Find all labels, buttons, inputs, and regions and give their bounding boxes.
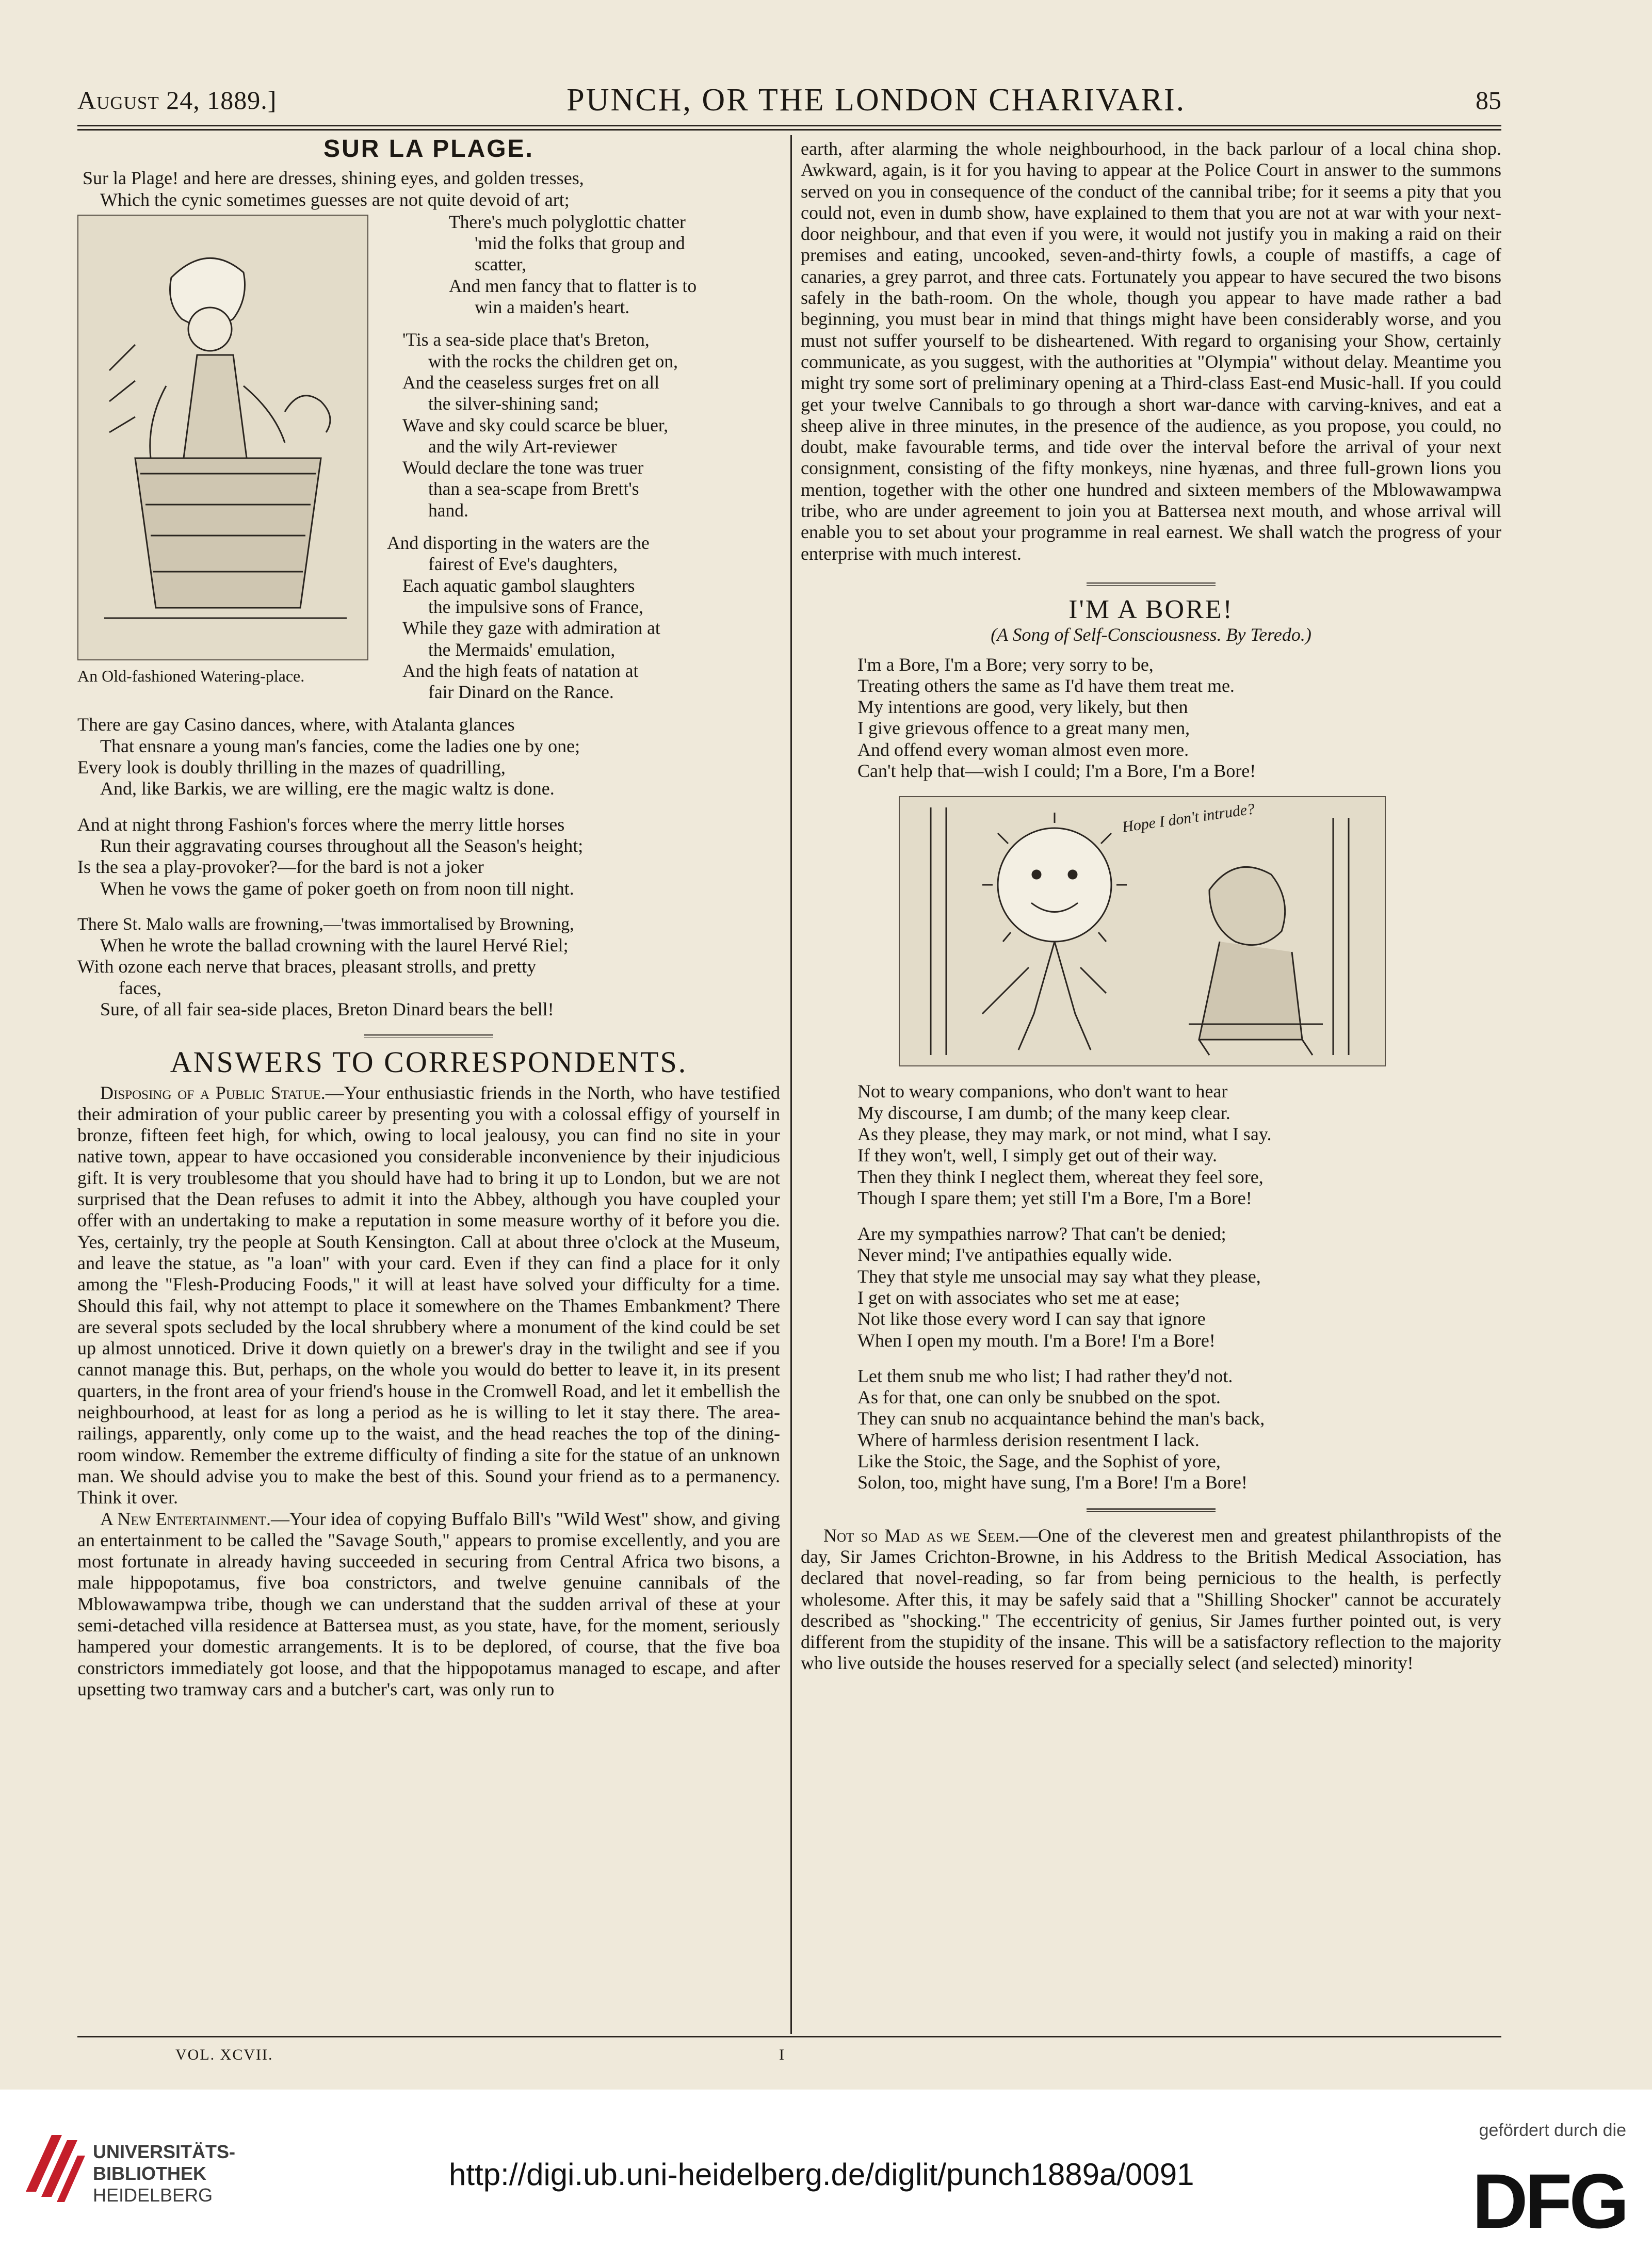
verse-line: My intentions are good, very likely, but then xyxy=(857,697,1188,718)
verse-line: Not like those every word I can say that ignore xyxy=(857,1308,1206,1330)
verse-line: Can't help that—wish I could; I'm a Bore, I'm a Bore! xyxy=(857,760,1256,782)
verse-line: Let them snub me who list; I had rather they'd not. xyxy=(857,1365,1233,1386)
stanza xyxy=(857,1223,1501,1351)
verse-line: When he vows the game of poker goeth on from noon till night. xyxy=(100,878,574,899)
library-line: UNIVERSITÄTS- xyxy=(93,2141,236,2162)
verse-line: When he wrote the ballad crowning with the laurel Hervé Riel; xyxy=(100,935,569,956)
bore-subtitle: (A Song of Self-Consciousness. By Teredo.) xyxy=(991,624,1311,645)
sur-la-plage-title: SUR LA PLAGE. xyxy=(323,138,534,163)
answer-body: —Your enthusiastic friends in the North, who have testified their admiration of your public career by presenting you with a colossal effigy of yourself in bronze, fifteen feet high, for which, owing to local jealousy, you can find no site in your native town, appear to have occasioned you considerable inconvenience by their injudicious gift. It is very troublesome that you should have had to bring it up to London, but we are not surprised that the Dean refuses to admit it into the Abbey, although you have coupled your offer with an undertaking to make a reputation in some measure worthy of it before you die. Yes, certainly, try the people at South Kensington. Call at about three o'clock at the Museum, and leave the statue, as "a loan" with your card. Even if they can find a place for it only among the "Flesh-Producing Foods," it will at least have solved your difficulty for a time. Should this fail, why not attempt to place it somewhere on the Thames Embankment? There are several spots secluded by the local shrubbery where a monument of the kind could be set up almost unnoticed. Drive it down quietly on a brewer's dray in the twilight and see if you cannot manage this. But, perhaps, on the whole you would do better to leave it, in its present quarters, in the front area of your friend's house in the Cromwell Road, and let it embellish the neighbourhood, at least for as long a period as he is willing to let it stay there. The area-railings, apparently, only come up to the waist, and the head reaches the top of the dining-room window. Remember the extreme difficulty of finding a site for the statue of an unknown man. We should advise you to make the best of this. Sound your friend as to a permanency. Think it over. xyxy=(77,1082,780,1508)
verse-line: Never mind; I've antipathies equally wide. xyxy=(857,1244,1173,1266)
page-number: 85 xyxy=(1475,86,1501,115)
section-rule xyxy=(1087,1508,1216,1512)
verse-line: I get on with associates who set me at ease; xyxy=(857,1287,1180,1308)
stanza xyxy=(857,1081,1501,1209)
verse-line: And the ceaseless surges fret on all xyxy=(402,371,660,393)
verse-line: Are my sympathies narrow? That can't be denied; xyxy=(857,1223,1226,1244)
verse-line: 'Tis a sea-side place that's Breton, xyxy=(402,329,650,350)
stanza xyxy=(77,914,780,1020)
verse-line: fair Dinard on the Rance. xyxy=(428,682,614,703)
verse-line: Solon, too, might have sung, I'm a Bore! I'm a Bore! xyxy=(857,1472,1248,1493)
stanza xyxy=(857,654,1501,782)
verse-line: And men fancy that to flatter is to xyxy=(449,275,697,296)
speech-bubble-text: Hope I don't intrude? xyxy=(1121,800,1256,836)
verse-line: win a maiden's heart. xyxy=(475,297,630,318)
verse-line: Like the Stoic, the Sage, and the Sophist of yore, xyxy=(857,1451,1221,1472)
illustration-caption: An Old-fashioned Watering-place. xyxy=(77,666,305,685)
verse-line: Sur la Plage! and here are dresses, shining eyes, and golden tresses, xyxy=(83,168,584,189)
side-verse xyxy=(382,212,780,703)
verse-line: Though I spare them; yet still I'm a Bore, I'm a Bore! xyxy=(857,1187,1252,1208)
stanza xyxy=(857,1366,1501,1494)
verse-line: and the wily Art-reviewer xyxy=(428,435,617,457)
verse-line: the silver-shining sand; xyxy=(428,393,599,414)
issue-date: August 24, 1889.] xyxy=(77,86,277,115)
verse-line: Run their aggravating courses throughout all the Season's height; xyxy=(100,835,584,856)
verse-line: That ensnare a young man's fancies, come the ladies one by one; xyxy=(100,735,580,756)
right-column xyxy=(801,138,1501,2027)
verse-line: Then they think I neglect them, whereat they feel sore, xyxy=(857,1166,1264,1187)
verse-line: There St. Malo walls are frowning,—'twas immortalised by Browning, xyxy=(77,914,574,934)
header-rule-double xyxy=(77,129,1501,131)
verse-line: Treating others the same as I'd have them treat me. xyxy=(857,675,1235,696)
header-rule xyxy=(77,125,1501,126)
viewer-footer xyxy=(0,2090,1652,2266)
verse-line: 'mid the folks that group and xyxy=(475,233,685,254)
verse-line: Would declare the tone was truer xyxy=(402,457,644,478)
mad-paragraph xyxy=(801,1525,1501,1674)
bore-poem xyxy=(801,654,1501,1494)
verse-line: There are gay Casino dances, where, with Atalanta glances xyxy=(77,714,515,735)
column-divider xyxy=(790,135,792,2034)
verse-line: Every look is doubly thrilling in the mazes of quadrilling, xyxy=(77,757,506,778)
footer-rule xyxy=(77,2036,1501,2037)
library-emblem-icon xyxy=(21,2130,88,2207)
library-name xyxy=(93,2141,235,2206)
section-rule xyxy=(364,1034,493,1038)
old-woman-bathtub-drawing xyxy=(78,216,367,659)
verse-line: While they gaze with admiration at xyxy=(402,618,660,639)
verse-line: My discourse, I am dumb; of the many keep clear. xyxy=(857,1102,1230,1123)
verse-line: the impulsive sons of France, xyxy=(428,596,644,617)
answer-paragraph xyxy=(77,1082,780,1509)
verse-line: I give grievous offence to a great many men, xyxy=(857,718,1190,739)
answer-heading: Disposing of a Public Statue. xyxy=(100,1082,326,1103)
verse-line: I'm a Bore, I'm a Bore; very sorry to be, xyxy=(857,654,1154,675)
verse-line: And the high feats of natation at xyxy=(402,660,639,681)
verse-line: With ozone each nerve that braces, pleasant strolls, and pretty xyxy=(77,956,537,977)
library-line: HEIDELBERG xyxy=(93,2184,213,2206)
sur-la-plage-first-lines xyxy=(77,168,780,211)
verse-line: They can snub no acquaintance behind the man's back, xyxy=(857,1408,1265,1429)
verse-line: And at night throng Fashion's forces where the merry little horses xyxy=(77,814,565,835)
verse-line: Is the sea a play-provoker?—for the bard is not a joker xyxy=(77,856,484,878)
verse-line: hand. xyxy=(428,499,468,521)
page-header xyxy=(77,77,1501,123)
left-column xyxy=(77,138,780,2027)
verse-line: with the rocks the children get on, xyxy=(428,350,678,371)
verse-line: When I open my mouth. I'm a Bore! I'm a Bore! xyxy=(857,1330,1216,1351)
verse-line: the Mermaids' emulation, xyxy=(428,639,616,660)
volume-label: VOL. XCVII. xyxy=(175,2046,273,2063)
sur-la-plage-stanzas xyxy=(77,714,780,1020)
verse-line: scatter, xyxy=(475,254,527,275)
verse-line: Which the cynic sometimes guesses are not quite devoid of art; xyxy=(100,189,570,210)
verse-line: than a sea-scape from Brett's xyxy=(428,478,639,499)
answer-heading: A New Entertainment. xyxy=(100,1508,271,1529)
bore-illustration xyxy=(899,796,1386,1066)
mad-heading: Not so Mad as we Seem. xyxy=(823,1525,1019,1546)
verse-line: Where of harmless derision resentment I lack. xyxy=(857,1429,1200,1450)
illustration-block xyxy=(77,212,382,703)
dfg-logo[interactable]: DFG xyxy=(1472,2158,1626,2244)
publication-title: PUNCH, OR THE LONDON CHARIVARI. xyxy=(566,82,1186,118)
verse-line: As for that, one can only be snubbed on the spot. xyxy=(857,1387,1221,1408)
answers-title: ANSWERS TO CORRESPONDENTS. xyxy=(170,1045,688,1079)
section-rule xyxy=(1087,582,1216,586)
verse-line: Not to weary companions, who don't want to hear xyxy=(857,1081,1228,1102)
watering-place-illustration xyxy=(77,215,368,660)
answer-paragraph xyxy=(77,1509,780,1701)
permalink-url[interactable]: http://digi.ub.uni-heidelberg.de/diglit/punch1889a/0091 xyxy=(449,2157,1194,2192)
verse-line: fairest of Eve's daughters, xyxy=(428,554,618,575)
mad-body: —One of the cleverest men and greatest philanthropists of the day, Sir James Crichton-Browne, in his Address to the British Medical Association, has declared that novel-reading, so far from being pernicious to the health, is perfectly wholesome. After this, it may be safely said that a "Shilling Shocker" cannot be accurately described as "shocking." The eccentricity of genius, Sir James further pointed out, is very different from the stupidity of the insane. This will be a satisfactory reflection to the majority who live outside the houses reserved for a specially select (and selected) minority! xyxy=(801,1525,1501,1674)
signature-mark: I xyxy=(779,2046,785,2063)
illustrated-verse-block xyxy=(77,212,780,703)
verse-line: And disporting in the waters are the xyxy=(387,532,650,554)
verse-line: They that style me unsocial may say what they please, xyxy=(857,1266,1261,1287)
verse-line: And, like Barkis, we are willing, ere the magic waltz is done. xyxy=(100,778,555,799)
verse-line: faces, xyxy=(119,977,161,998)
verse-line: Each aquatic gambol slaughters xyxy=(402,575,635,596)
verse-line: Sure, of all fair sea-side places, Breton Dinard bears the bell! xyxy=(100,998,554,1019)
answer-body: —Your idea of copying Buffalo Bill's "Wild West" show, and giving an entertainment to be called the "Savage South," appears to promise excellently, and you are most fortunate in already having succeeded in securing from Central Africa two bisons, a male hippopotamus, five boa constrictors, and twelve genuine cannibals of the Mblowawampwa tribe, though we can understand that the sudden arrival of these at your semi-detached villa residence at Battersea must, as you state, have, for the moment, seriously hampered your domestic arrangements. It is to be deplored, of course, that the five boa constrictors immediately got loose, and that the hippopotamus managed to escape, and after upsetting two tramway cars and a butcher's cart, was only run to xyxy=(77,1508,780,1700)
verse-line: There's much polyglottic chatter xyxy=(449,211,686,232)
verse-line: And offend every woman almost even more. xyxy=(857,739,1189,760)
stanza xyxy=(77,714,780,799)
sponsor-label: gefördert durch die xyxy=(1479,2121,1626,2140)
bore-title: I'M A BORE! xyxy=(1068,594,1234,624)
stanza xyxy=(77,814,780,899)
verse-line: As they please, they may mark, or not mind, what I say. xyxy=(857,1123,1272,1144)
library-line: BIBLIOTHEK xyxy=(93,2163,206,2184)
sun-figure-drawing xyxy=(900,797,1385,1065)
answer-continuation: earth, after alarming the whole neighbourhood, in the back parlour of a local china shop. Awkward, again, is it for you having to appear at the Police Court in answer to the summons served on you in consequence of the conduct of the cannibal tribe; for it seems a pity that you could not, even in dumb show, have explained to them that you are not at war with your next-door neighbour, and that even if you were, it would not justify you in making a raid on their premises and eating, uncooked, seven-and-thirty fowls, a couple of mastiffs, a cage of canaries, a grey parrot, and three cats. Fortunately you appear to have secured the two bisons safely in the bath-room. On the whole, though you appear to have made rather a bad beginning, you must bear in mind that things might have been considerably worse, and you must not suffer yourself to be disheartened. With regard to organising your Show, certainly communicate, as you suggest, with the authorities at "Olympia" without delay. Meantime you might try some sort of preliminary opening at a Third-class East-end Music-hall. If you could get your twelve Cannibals to go through a short war-dance with carving-knives, and eat a sheep alive in three minutes, in the presence of the audience, as you propose, you could, no doubt, make favourable terms, and tide over the interval before the arrival of your next consignment, consisting of the fifty monkeys, nine hyænas, and three full-grown lions you mention, together with the other one hundred and sixteen members of the Mblowawampwa tribe, who are under agreement to join you at Battersea next mouth, and whose arrival will enable you to set about your programme in real earnest. We shall watch the progress of your enterprise with much interest. xyxy=(801,138,1501,564)
verse-line: If they won't, well, I simply get out of their way. xyxy=(857,1145,1218,1166)
verse-line: Wave and sky could scarce be bluer, xyxy=(402,414,669,435)
